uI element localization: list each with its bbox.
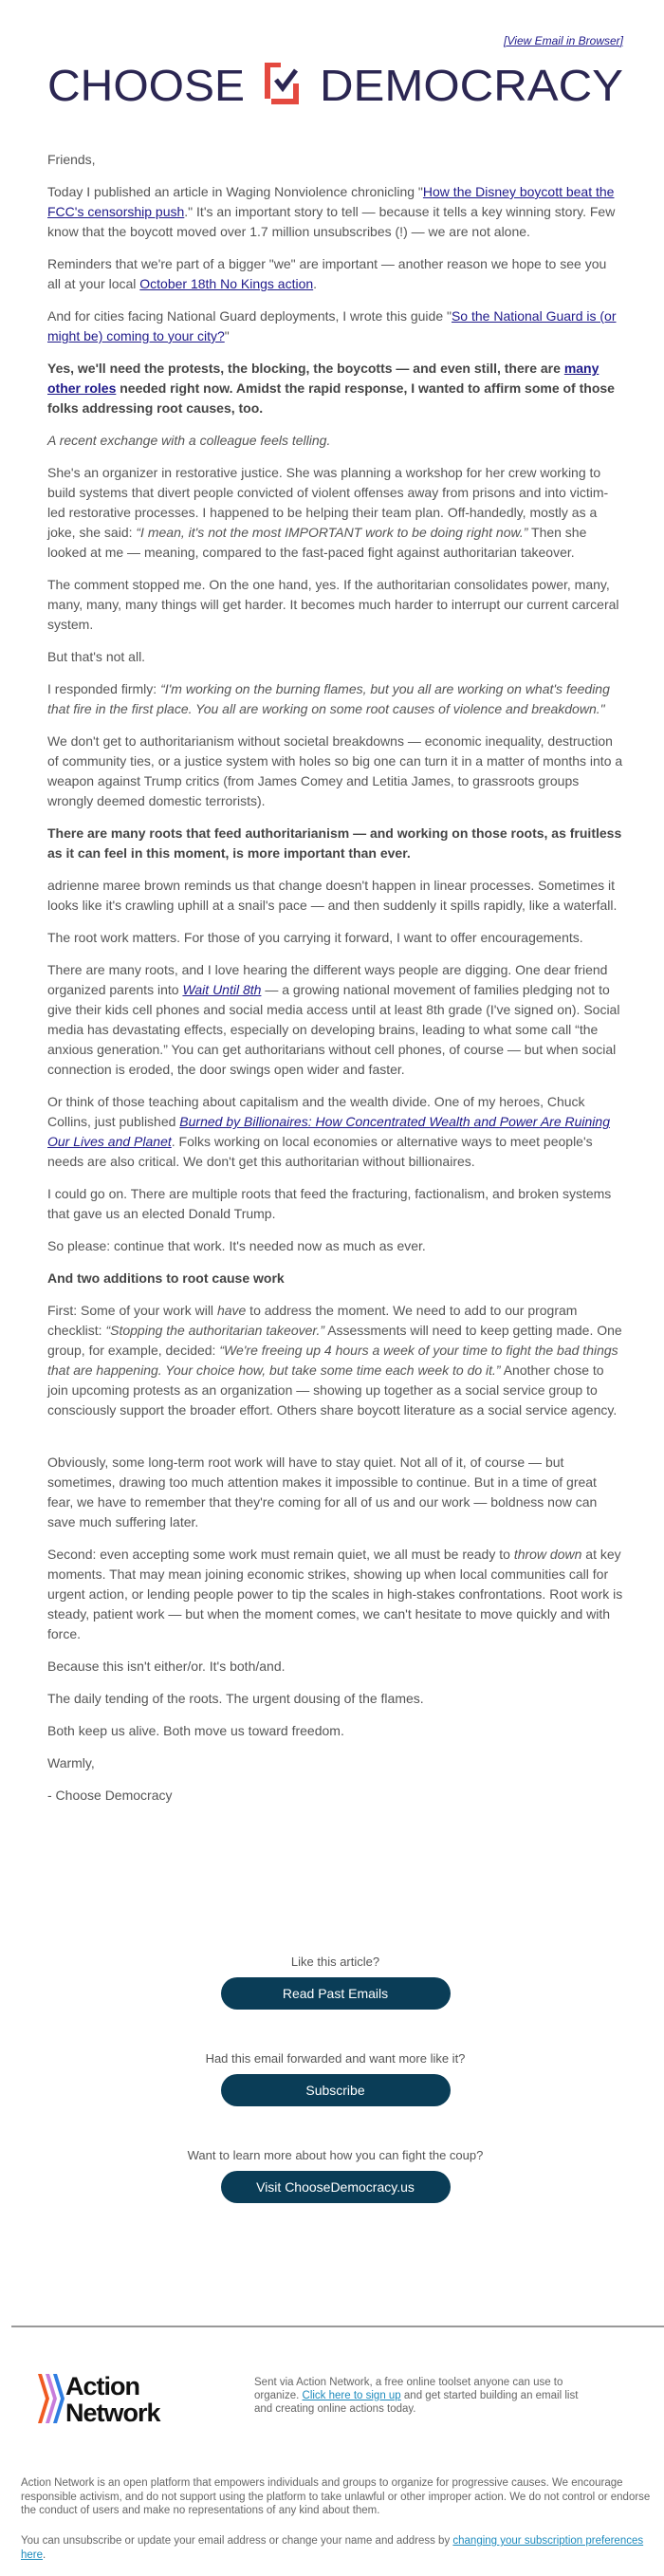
text-segment: Yes, we'll need the protests, the blocking, the boycotts — and even still, there are [47,361,564,376]
paragraph [47,306,623,346]
paragraph [47,1092,623,1172]
inline-link[interactable]: Burned by Billionaires: How Concentrated Wealth and Power Are Ruining Our Lives and Planet [47,1114,610,1149]
cta-prompt: Like this article? [290,1955,380,1969]
text-segment: The root work matters. For those of you carrying it forward, I want to offer encouragements. [47,930,583,945]
footer-divider [11,2326,664,2327]
cta-read-past [0,1955,664,2010]
text-segment: — a growing national movement of families pledging not to give their kids cell phones and social media access until at least 8th grade (I've signed on). Social media has devastating effects, especially on developing brains, leading to what some call “the anxious generation.” You can get authoritarians without cell phones, of course — but when social connection is eroded, the door swings open wider and faster. [47,982,620,1077]
text-segment: “I mean, it's not the most IMPORTANT work to be doing right now.” [136,525,528,540]
text-segment: at key moments. That may mean joining economic strikes, showing up when local communities call for urgent action, or lending people power to tip the scales in high-stakes confrontations. Root work is steady, patient work — but when the moment comes, we can't hesitate to move quickly and with force. [47,1547,623,1641]
unsubscribe-notice [21,2534,656,2562]
view-in-browser-link[interactable]: [View Email in Browser] [504,34,623,47]
subscribe-button[interactable]: Subscribe [221,2074,451,2106]
sign-up-link[interactable]: Click here to sign up [302,2390,401,2401]
read-past-emails-button[interactable]: Read Past Emails [221,1977,451,2010]
paragraph [47,1545,623,1644]
text-segment: - Choose Democracy [47,1788,173,1803]
text-segment: “We're freeing up 4 hours a week of your time to fight the bad things that are happening. Your choice how, but take some time each week to do it.” [47,1343,618,1378]
text-segment: And two additions to root cause work [47,1270,285,1286]
text-segment: Both keep us alive. Both move us toward freedom. [47,1723,344,1738]
text-segment: Or think of those teaching about capitalism and the wealth divide. One of my heroes, Chuck Collins, just published [47,1094,585,1129]
text-segment: Reminders that we're part of a bigger "we" are important — another reason we hope to see you all at your local [47,256,607,291]
paragraph [47,928,623,948]
sign-up-rest: and get started building an email list and creating online actions today. [254,2390,579,2415]
paragraph [47,1689,623,1709]
unsubscribe-text: You can unsubscribe or update your email address or change your name and address by [21,2535,453,2547]
paragraph [47,1786,623,1806]
cta-prompt: Want to learn more about how you can fight the coup? [187,2148,484,2162]
paragraph [47,182,623,242]
paragraph [47,1184,623,1224]
text-segment: I could go on. There are multiple roots that feed the fracturing, factionalism, and broken systems that gave us an elected Donald Trump. [47,1186,612,1221]
cta-subscribe [0,2051,664,2106]
text-segment: have [216,1303,247,1318]
checkbox-icon [267,65,296,102]
text-segment: Because this isn't either/or. It's both/and. [47,1659,286,1674]
paragraph [47,1753,623,1773]
text-segment: “Stopping the authoritarian takeover.” [105,1323,325,1338]
paragraph [47,960,623,1080]
text-segment: We don't get to authoritarianism without societal breakdowns — economic inequality, destruction of community ties, or a justice system with holes so big one can turn it in a matter of months into a weapon against Trump critics (from James Comey and Letitia James, to grassroots groups wrongly deemed domestic terrorists). [47,733,623,808]
text-segment: I responded firmly: [47,681,161,696]
paragraph [47,1301,623,1420]
paragraph [47,359,623,418]
paragraph [47,1721,623,1741]
inline-link[interactable]: many other roles [47,361,599,396]
text-segment: Another chose to join upcoming protests as an organization — showing up together as a social service group to consciously support the broader effort. Others share boycott literature as a social service agency. [47,1362,618,1418]
sent-via-notice [254,2376,596,2416]
text-segment: Obviously, some long-term root work will have to stay quiet. Not all of it, of course — but sometimes, drawing too much attention makes it impossible to continue. But in a time of great fear, we have to remember that they're coming for all of us and our work — boldness now can save much suffering later. [47,1455,598,1529]
logo-text-network: Network [65,2399,160,2425]
text-segment: . Folks working on local economies or alternative ways to meet people's needs are also critical. We don't get this authoritarian without billionaires. [47,1134,593,1169]
text-segment: First: Some of your work will [47,1303,217,1318]
text-segment: Today I published an article in Waging Nonviolence chronicling " [47,184,423,199]
text-segment: She's an organizer in restorative justice. She was planning a workshop for her crew working to build systems that divert people convicted of violent offenses away from prisons and into victim-led restorative processes. I happened to be helping their team plan. Off-handedly, mostly as a joke, she said: [47,465,609,540]
paragraph [47,463,623,563]
cta-visit-site [0,2148,664,2203]
cta-prompt: Had this email forwarded and want more like it? [205,2051,466,2066]
inline-link[interactable]: So the National Guard is (or might be) coming to your city? [47,308,617,343]
logo-text-action: Action [65,2372,139,2400]
paragraph [47,254,623,294]
paragraph [47,431,623,451]
text-segment: Then she looked at me — meaning, compared to the fast-paced fight against authoritarian takeover. [47,525,587,560]
text-segment: Warmly, [47,1755,95,1770]
text-segment: The daily tending of the roots. The urgent dousing of the flames. [47,1691,424,1706]
text-segment: needed right now. Amidst the rapid response, I wanted to affirm some of those folks addressing root causes, too. [47,380,615,416]
text-segment: “I'm working on the burning flames, but you all are working on what's feeding that fire in the first place. You all are working on some root causes of violence and breakdown." [47,681,610,716]
text-segment: A recent exchange with a colleague feels telling. [47,433,331,448]
text-segment: So please: continue that work. It's needed now as much as ever. [47,1238,426,1253]
action-network-logo [36,2372,188,2425]
choose-democracy-logo [47,63,623,104]
text-segment: Second: even accepting some work must remain quiet, we all must be ready to [47,1547,514,1562]
text-segment: to address the moment. We need to add to our program checklist: [47,1303,578,1338]
inline-link[interactable]: October 18th No Kings action [139,276,314,291]
visit-choosedemocracy-button[interactable]: Visit ChooseDemocracy.us [221,2171,451,2203]
text-segment: There are many roots, and I love hearing the different ways people are digging. One dear friend organized parents into [47,962,608,997]
sent-via-text: Sent via Action Network, a free online toolset anyone can use to organize. [254,2377,563,2401]
paragraph [47,1453,623,1532]
text-segment: Friends, [47,152,96,167]
paragraph [47,679,623,719]
inline-link[interactable]: Wait Until 8th [182,982,262,997]
text-segment: adrienne maree brown reminds us that change doesn't happen in linear processes. Sometimes it looks like it's crawling uphill at a snail's pace — and then suddenly it spills rapidly, like a waterfall. [47,878,618,913]
paragraph [47,1269,623,1288]
logo-text-democracy: DEMOCRACY [320,63,623,104]
inline-link[interactable]: How the Disney boycott beat the FCC's censorship push [47,184,615,219]
logo-text-choose: CHOOSE [47,63,245,104]
paragraph [47,876,623,916]
subscription-preferences-link[interactable]: changing your subscription preferences here [21,2535,644,2561]
paragraph [47,647,623,667]
view-in-browser [504,34,623,47]
text-segment: Assessments will need to keep getting made. One group, for example, decided: [47,1323,622,1358]
paragraph [47,1657,623,1677]
text-segment: The comment stopped me. On the one hand, yes. If the authoritarian consolidates power, many, many, many, many things will get harder. It becomes much harder to interrupt our current carceral system. [47,577,619,632]
email-body [47,150,623,1818]
text-segment: throw down [513,1547,582,1562]
text-segment: . [313,276,318,291]
text-segment: " [224,328,230,343]
text-segment: And for cities facing National Guard deployments, I wrote this guide " [47,308,452,324]
paragraph [47,824,623,863]
text-segment: But that's not all. [47,649,146,664]
text-segment: ." It's an important story to tell — because it tells a key winning story. Few know that the boycott moved over 1.7 million unsubscribes (!) — we are not alone. [47,204,616,239]
paragraph [47,575,623,635]
paragraph [47,732,623,811]
disclaimer: Action Network is an open platform that empowers individuals and groups to organize for progressive causes. We encourage responsible activism, and do not support using the platform to take unlawful or other improper action. We do not control or endorse the conduct of users and make no representations of any kind about them. [21,2477,651,2516]
text-segment: There are many roots that feed authoritarianism — and working on those roots, as fruitless as it can feel in this moment, is more important than ever. [47,825,622,861]
paragraph [47,150,623,170]
paragraph [47,1236,623,1256]
unsubscribe-end: . [43,2548,46,2561]
